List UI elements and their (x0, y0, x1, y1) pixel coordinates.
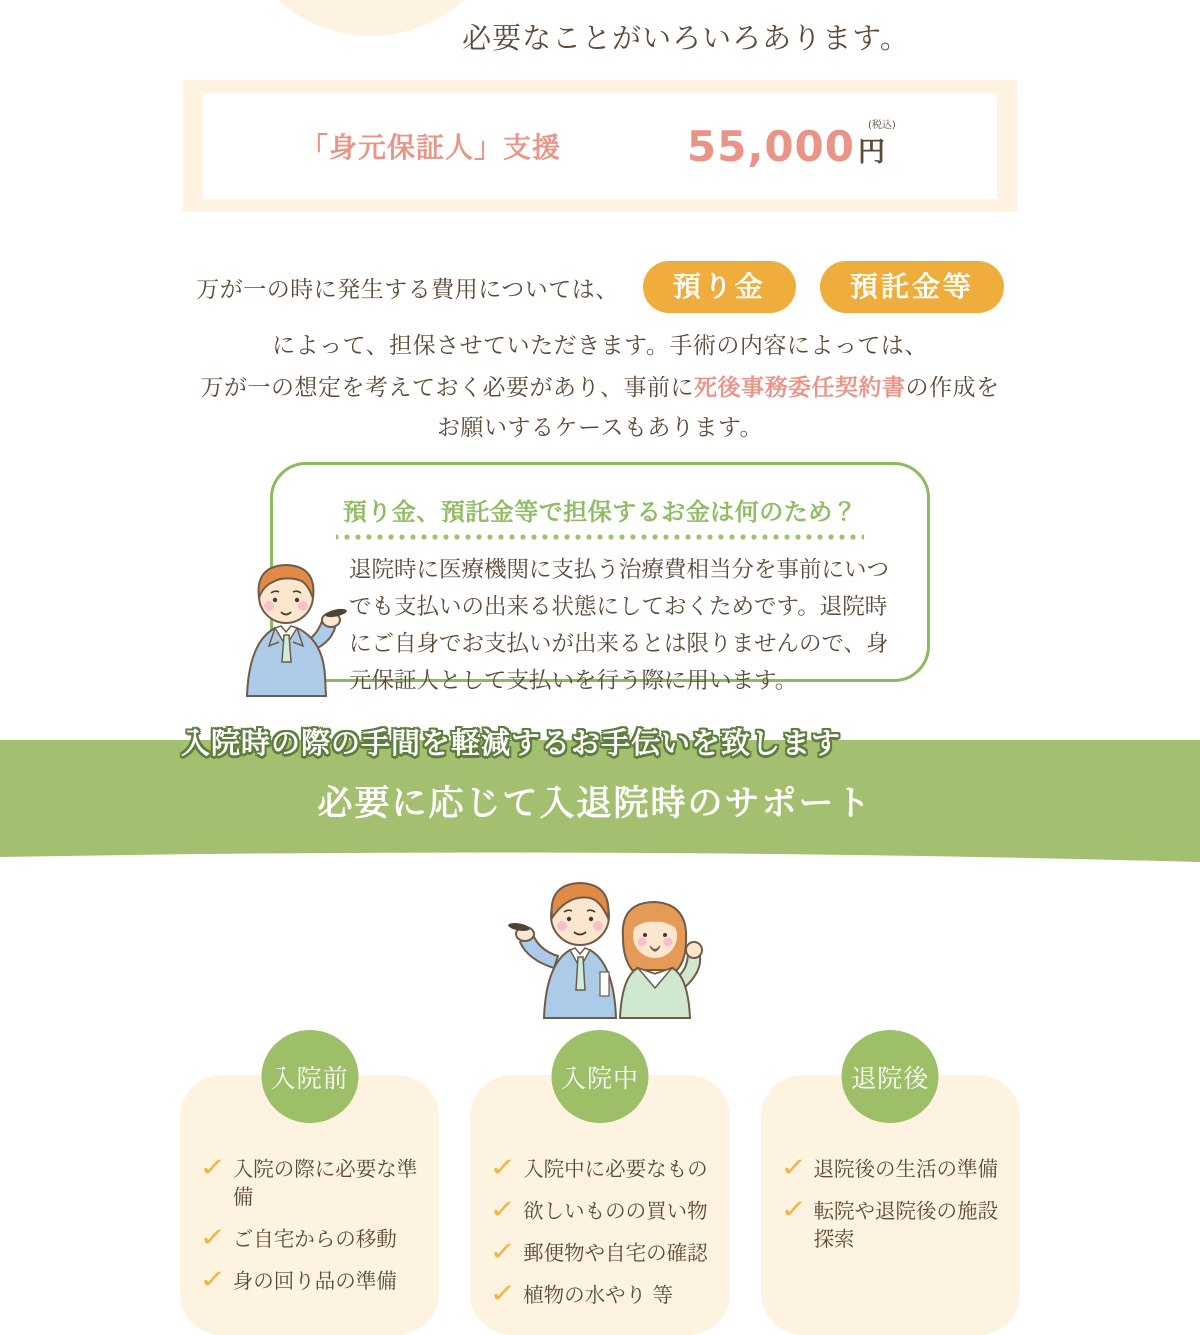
tax-note: (税込) (868, 119, 896, 131)
check-text: 入院中に必要なもの (523, 1157, 708, 1181)
check-icon: ✓ (779, 1153, 808, 1183)
stage-label: 退院後 (851, 1063, 930, 1093)
check-item (779, 1153, 1012, 1183)
check-icon: ✓ (489, 1237, 517, 1267)
check-text: 転院や退院後の施設探索 (813, 1199, 998, 1251)
check-icon: ✓ (489, 1279, 517, 1309)
support-card-post-discharge (761, 1063, 1020, 1335)
check-list (470, 1133, 729, 1309)
check-item (779, 1195, 1012, 1253)
check-item (489, 1195, 721, 1225)
check-text: 身の回り品の準備 (232, 1269, 397, 1293)
support-cards (180, 1063, 1020, 1335)
check-item (199, 1265, 431, 1295)
check-icon: ✓ (489, 1153, 517, 1183)
banner-curve (0, 845, 1200, 867)
deposit-line-3-after: の作成を (905, 375, 1000, 401)
check-icon: ✓ (199, 1223, 227, 1253)
stage-badge (842, 1030, 939, 1123)
stage-badge (551, 1030, 648, 1123)
check-text: 入院の際に必要な準備 (232, 1157, 418, 1209)
check-item (489, 1153, 721, 1183)
price-label: 「身元保証人」支援 (300, 131, 562, 164)
banner-subtitle: 入院時の際の手間を軽減するお手伝いを致します (181, 726, 842, 760)
stage-badge (261, 1030, 358, 1123)
qa-box (270, 462, 930, 694)
deposit-badge-azukarikin: 預り金 (643, 261, 796, 313)
price-unit-wrap (858, 119, 896, 169)
stage-label: 入院前 (270, 1063, 349, 1093)
deposit-line-2: によって、担保させていただきます。手術の内容によっては、 (272, 333, 928, 359)
check-icon: ✓ (199, 1153, 227, 1183)
check-list (761, 1133, 1020, 1253)
contract-highlight: 死後事務委任契約書 (694, 375, 906, 401)
check-icon: ✓ (199, 1265, 227, 1295)
price-unit: 円 (858, 136, 885, 168)
check-icon: ✓ (489, 1195, 517, 1225)
support-card-during-admission (470, 1063, 729, 1335)
deposit-line-3-before: 万が一の想定を考えておく必要があり、事前に (200, 375, 694, 401)
dotted-divider (336, 534, 864, 540)
stage-label: 入院中 (560, 1063, 639, 1093)
price-card-inner (203, 93, 997, 199)
couple-illustration (492, 868, 720, 1018)
deposit-line-4: お願いするケースもあります。 (436, 415, 763, 441)
banner-title: 必要に応じて入退院時のサポート (317, 784, 873, 824)
check-item (199, 1223, 431, 1253)
check-text: ご自宅からの移動 (232, 1227, 397, 1251)
deposit-intro-text: 万が一の時に発生する費用については、 (196, 276, 619, 303)
check-text: 欲しいものの買い物 (523, 1199, 708, 1223)
price-amount: 55,000 (686, 121, 855, 171)
deposit-line-3 (0, 369, 1200, 402)
check-text: 郵便物や自宅の確認 (523, 1241, 708, 1265)
price-value (686, 119, 896, 171)
qa-answer: 退院時に医療機関に支払う治療費相当分を事前にいつでも支払いの出来る状態にしておくためです。退院時にご自身でお支払いが出来るとは限りませんので、身元保証人として支払いを行う際に用います。 (349, 557, 890, 694)
check-item (199, 1153, 431, 1211)
intro-text: 必要なことがいろいろあります。 (462, 21, 910, 55)
male-guide-illustration (231, 556, 349, 696)
check-item (489, 1279, 721, 1309)
check-icon: ✓ (779, 1195, 808, 1225)
check-text: 退院後の生活の準備 (813, 1157, 998, 1181)
support-card-pre-admission (180, 1063, 439, 1335)
deposit-line-1 (0, 261, 1200, 313)
deposit-badge-yotakukin: 預託金等 (820, 261, 1004, 313)
check-text: 植物の水やり 等 (523, 1283, 674, 1307)
price-card (183, 80, 1017, 212)
check-list (180, 1133, 439, 1295)
check-item (489, 1237, 721, 1267)
qa-question: 預り金、預託金等で担保するお金は何のため？ (342, 498, 858, 526)
